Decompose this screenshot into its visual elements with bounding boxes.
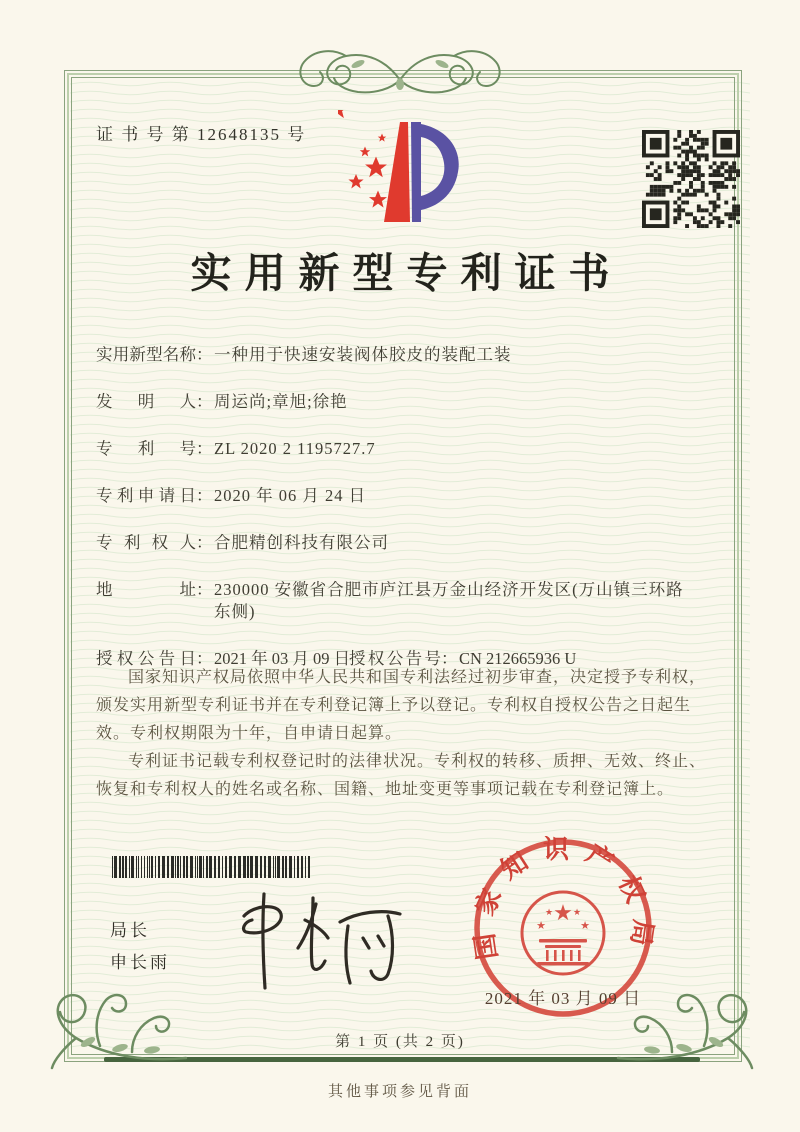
svg-text:★: ★ — [544, 908, 554, 918]
cnipa-patent-logo-icon — [338, 110, 466, 232]
field-value: ZL 2020 2 1195727.7 — [214, 439, 376, 458]
field-filing-date — [96, 485, 712, 507]
fields-block — [96, 344, 712, 695]
field-colon: ： — [196, 580, 213, 599]
field-label: 实用新型名称 — [96, 345, 196, 364]
field-colon: ： — [196, 649, 213, 668]
field-label: 授权公告日 — [96, 649, 196, 668]
barcode — [112, 856, 312, 878]
signer-title: 局长 — [110, 921, 150, 940]
qr-code — [642, 130, 740, 228]
field-colon: ： — [196, 392, 213, 411]
field-value: 合肥精创科技有限公司 — [214, 533, 389, 552]
svg-text:★: ★ — [580, 919, 590, 932]
field-label: 专利号 — [96, 439, 196, 458]
field-label: 专利权人 — [96, 533, 196, 552]
grant-number-value: CN 212665936 U — [459, 649, 577, 668]
field-colon: ： — [196, 345, 213, 364]
svg-text:★: ★ — [553, 901, 573, 926]
svg-text:★: ★ — [536, 919, 546, 932]
field-utility-model-name — [96, 344, 712, 366]
field-label: 授权公告号 — [349, 649, 441, 668]
field-label: 专利申请日 — [96, 486, 196, 505]
field-colon: ： — [441, 649, 458, 668]
field-colon: ： — [196, 486, 213, 505]
certificate-title: 实用新型专利证书 — [190, 250, 623, 296]
page-number: 第 1 页 (共 2 页) — [335, 1034, 465, 1050]
svg-text:国家知识产权局 — [468, 836, 658, 961]
national-emblem — [522, 892, 604, 974]
field-value: 2020 年 06 月 24 日 — [214, 486, 367, 505]
field-value: 一种用于快速安装阀体胶皮的装配工装 — [214, 345, 512, 364]
legal-paragraph-1: 国家知识产权局依照中华人民共和国专利法经过初步审查，决定授予专利权，颁发实用新型专利证书并在专利登记簿上予以登记。专利权自授权公告之日起生效。专利权期限为十年，自申请日起算。 — [96, 669, 707, 742]
field-label: 发明人 — [96, 392, 196, 411]
field-colon: ： — [196, 533, 213, 552]
seal-date: 2021 年 03 月 09 日 — [484, 989, 642, 1008]
grant-date-value: 2021 年 03 月 09 日 — [214, 649, 351, 668]
certificate-number: 证 书 号 第 12648135 号 — [96, 125, 307, 144]
legal-paragraph-2: 专利证书记载专利权登记时的法律状况。专利权的转移、质押、无效、终止、恢复和专利权人的姓名或名称、国籍、地址变更等事项记载在专利登记簿上。 — [96, 753, 707, 798]
field-address — [96, 579, 712, 623]
seal-text: 国家知识产权局 — [468, 836, 658, 962]
bottom-thick-rule — [104, 1057, 700, 1062]
field-inventors — [96, 391, 712, 413]
svg-text:★: ★ — [572, 908, 582, 918]
field-value: 周运尚;章旭;徐艳 — [214, 392, 348, 411]
field-patent-number — [96, 438, 712, 460]
legal-text-block — [96, 664, 712, 804]
signer-name: 申长雨 — [110, 953, 170, 972]
back-side-note: 其他事项参见背面 — [327, 1084, 472, 1100]
director-signature — [228, 886, 413, 991]
field-label: 地址 — [96, 580, 196, 599]
field-colon: ： — [196, 439, 213, 458]
field-value: 230000 安徽省合肥市庐江县万金山经济开发区(万山镇三环路东侧) — [214, 580, 684, 621]
field-patentee — [96, 532, 712, 554]
